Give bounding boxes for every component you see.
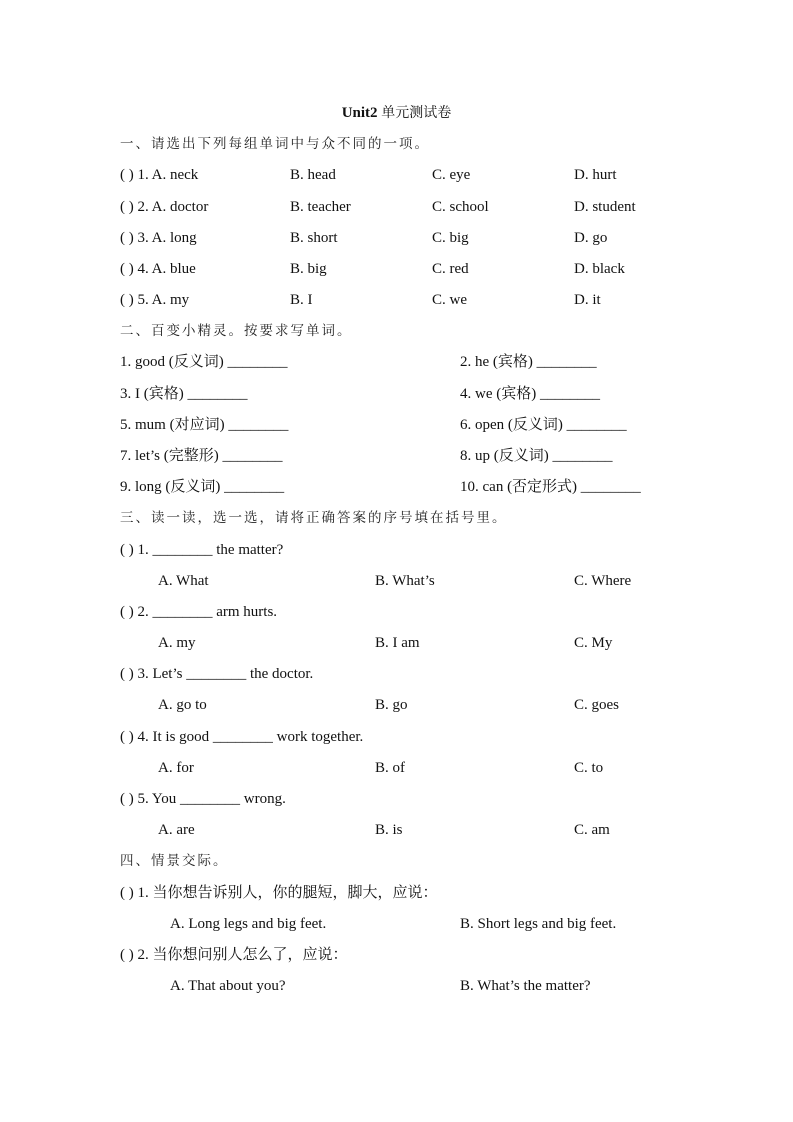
question-row	[0, 883, 793, 903]
section3-heading	[0, 508, 793, 528]
section-heading: 一、请选出下列每组单词中与众不同的一项。	[120, 136, 430, 153]
option: A. Long legs and big feet.	[170, 915, 327, 932]
fill-row	[0, 477, 793, 497]
option: B. Short legs and big feet.	[460, 915, 617, 932]
fill-item: 4. we (宾格) ________	[460, 385, 600, 402]
question-option-a: ( ) 4. A. blue	[120, 260, 196, 277]
option-b: B. I	[290, 292, 313, 309]
fill-item: 3. I (宾格) ________	[120, 385, 248, 402]
option-c: C. school	[432, 198, 489, 215]
option: B. go	[375, 697, 408, 714]
fill-item: 10. can (否定形式) ________	[460, 479, 641, 496]
question-row	[0, 290, 793, 310]
question-row	[0, 197, 793, 217]
section2-heading	[0, 321, 793, 341]
option: B. I am	[375, 635, 420, 652]
fill-item: 2. he (宾格) ________	[460, 354, 597, 371]
question-row	[0, 165, 793, 185]
section-heading: 四、情景交际。	[120, 853, 229, 870]
fill-item: 8. up (反义词) ________	[460, 447, 613, 464]
fill-row	[0, 446, 793, 466]
option: B. is	[375, 822, 403, 839]
fill-row	[0, 415, 793, 435]
option: A. my	[158, 635, 196, 652]
options-row	[0, 633, 793, 653]
question-option-a: ( ) 3. A. long	[120, 229, 197, 246]
option-d: D. student	[574, 198, 636, 215]
option-b: B. big	[290, 260, 327, 277]
option: C. Where	[574, 572, 632, 589]
option: A. for	[158, 759, 194, 776]
option-d: D. black	[574, 260, 625, 277]
title-en: Unit2	[341, 105, 378, 121]
question-row	[0, 540, 793, 560]
option: A. What	[158, 572, 209, 589]
fill-item: 5. mum (对应词) ________	[120, 416, 289, 433]
option: B. What’s the matter?	[460, 978, 591, 995]
option-c: C. we	[432, 292, 467, 309]
question-option-a: ( ) 1. A. neck	[120, 167, 199, 184]
option-d: D. go	[574, 229, 608, 246]
option-b: B. teacher	[290, 198, 351, 215]
question-text: ( ) 5. You ________ wrong.	[120, 790, 286, 807]
fill-item: 6. open (反义词) ________	[460, 416, 627, 433]
options-row	[0, 914, 793, 934]
option: A. That about you?	[170, 978, 286, 995]
option-c: C. big	[432, 229, 469, 246]
section-heading: 二、百变小精灵。按要求写单词。	[120, 323, 353, 340]
fill-item: 9. long (反义词) ________	[120, 479, 285, 496]
question-row	[0, 727, 793, 747]
question-row	[0, 602, 793, 622]
option-b: B. head	[290, 167, 336, 184]
question-option-a: ( ) 5. A. my	[120, 292, 190, 309]
option-c: C. eye	[432, 167, 471, 184]
question-text: ( ) 2. 当你想问别人怎么了，应说：	[120, 946, 348, 963]
question-text: ( ) 3. Let’s ________ the doctor.	[120, 666, 314, 683]
option-c: C. red	[432, 260, 469, 277]
page-title	[0, 103, 793, 123]
fill-row	[0, 384, 793, 404]
question-text: ( ) 1. 当你想告诉别人，你的腿短，脚大，应说：	[120, 884, 438, 901]
question-text: ( ) 1. ________ the matter?	[120, 541, 284, 558]
fill-item: 7. let’s (完整形) ________	[120, 447, 283, 464]
options-row	[0, 695, 793, 715]
option: B. of	[375, 759, 405, 776]
option-d: D. hurt	[574, 167, 617, 184]
options-row	[0, 820, 793, 840]
title-text	[0, 103, 793, 124]
options-row	[0, 976, 793, 996]
section1-heading	[0, 134, 793, 154]
question-row	[0, 945, 793, 965]
fill-row	[0, 352, 793, 372]
question-row	[0, 789, 793, 809]
option-b: B. short	[290, 229, 338, 246]
title-cn: 单元测试卷	[381, 106, 452, 121]
option: C. am	[574, 822, 610, 839]
option: B. What’s	[375, 572, 435, 589]
question-row	[0, 228, 793, 248]
option: A. are	[158, 822, 195, 839]
option: C. goes	[574, 697, 619, 714]
option: C. My	[574, 635, 613, 652]
fill-item: 1. good (反义词) ________	[120, 354, 288, 371]
question-option-a: ( ) 2. A. doctor	[120, 198, 209, 215]
option-d: D. it	[574, 292, 601, 309]
question-row	[0, 664, 793, 684]
options-row	[0, 758, 793, 778]
question-text: ( ) 4. It is good ________ work together.	[120, 728, 364, 745]
section4-heading	[0, 851, 793, 871]
option: C. to	[574, 759, 604, 776]
question-text: ( ) 2. ________ arm hurts.	[120, 603, 278, 620]
question-row	[0, 259, 793, 279]
option: A. go to	[158, 697, 207, 714]
section-heading: 三、读一读，选一选，请将正确答案的序号填在括号里。	[120, 510, 508, 527]
options-row	[0, 571, 793, 591]
